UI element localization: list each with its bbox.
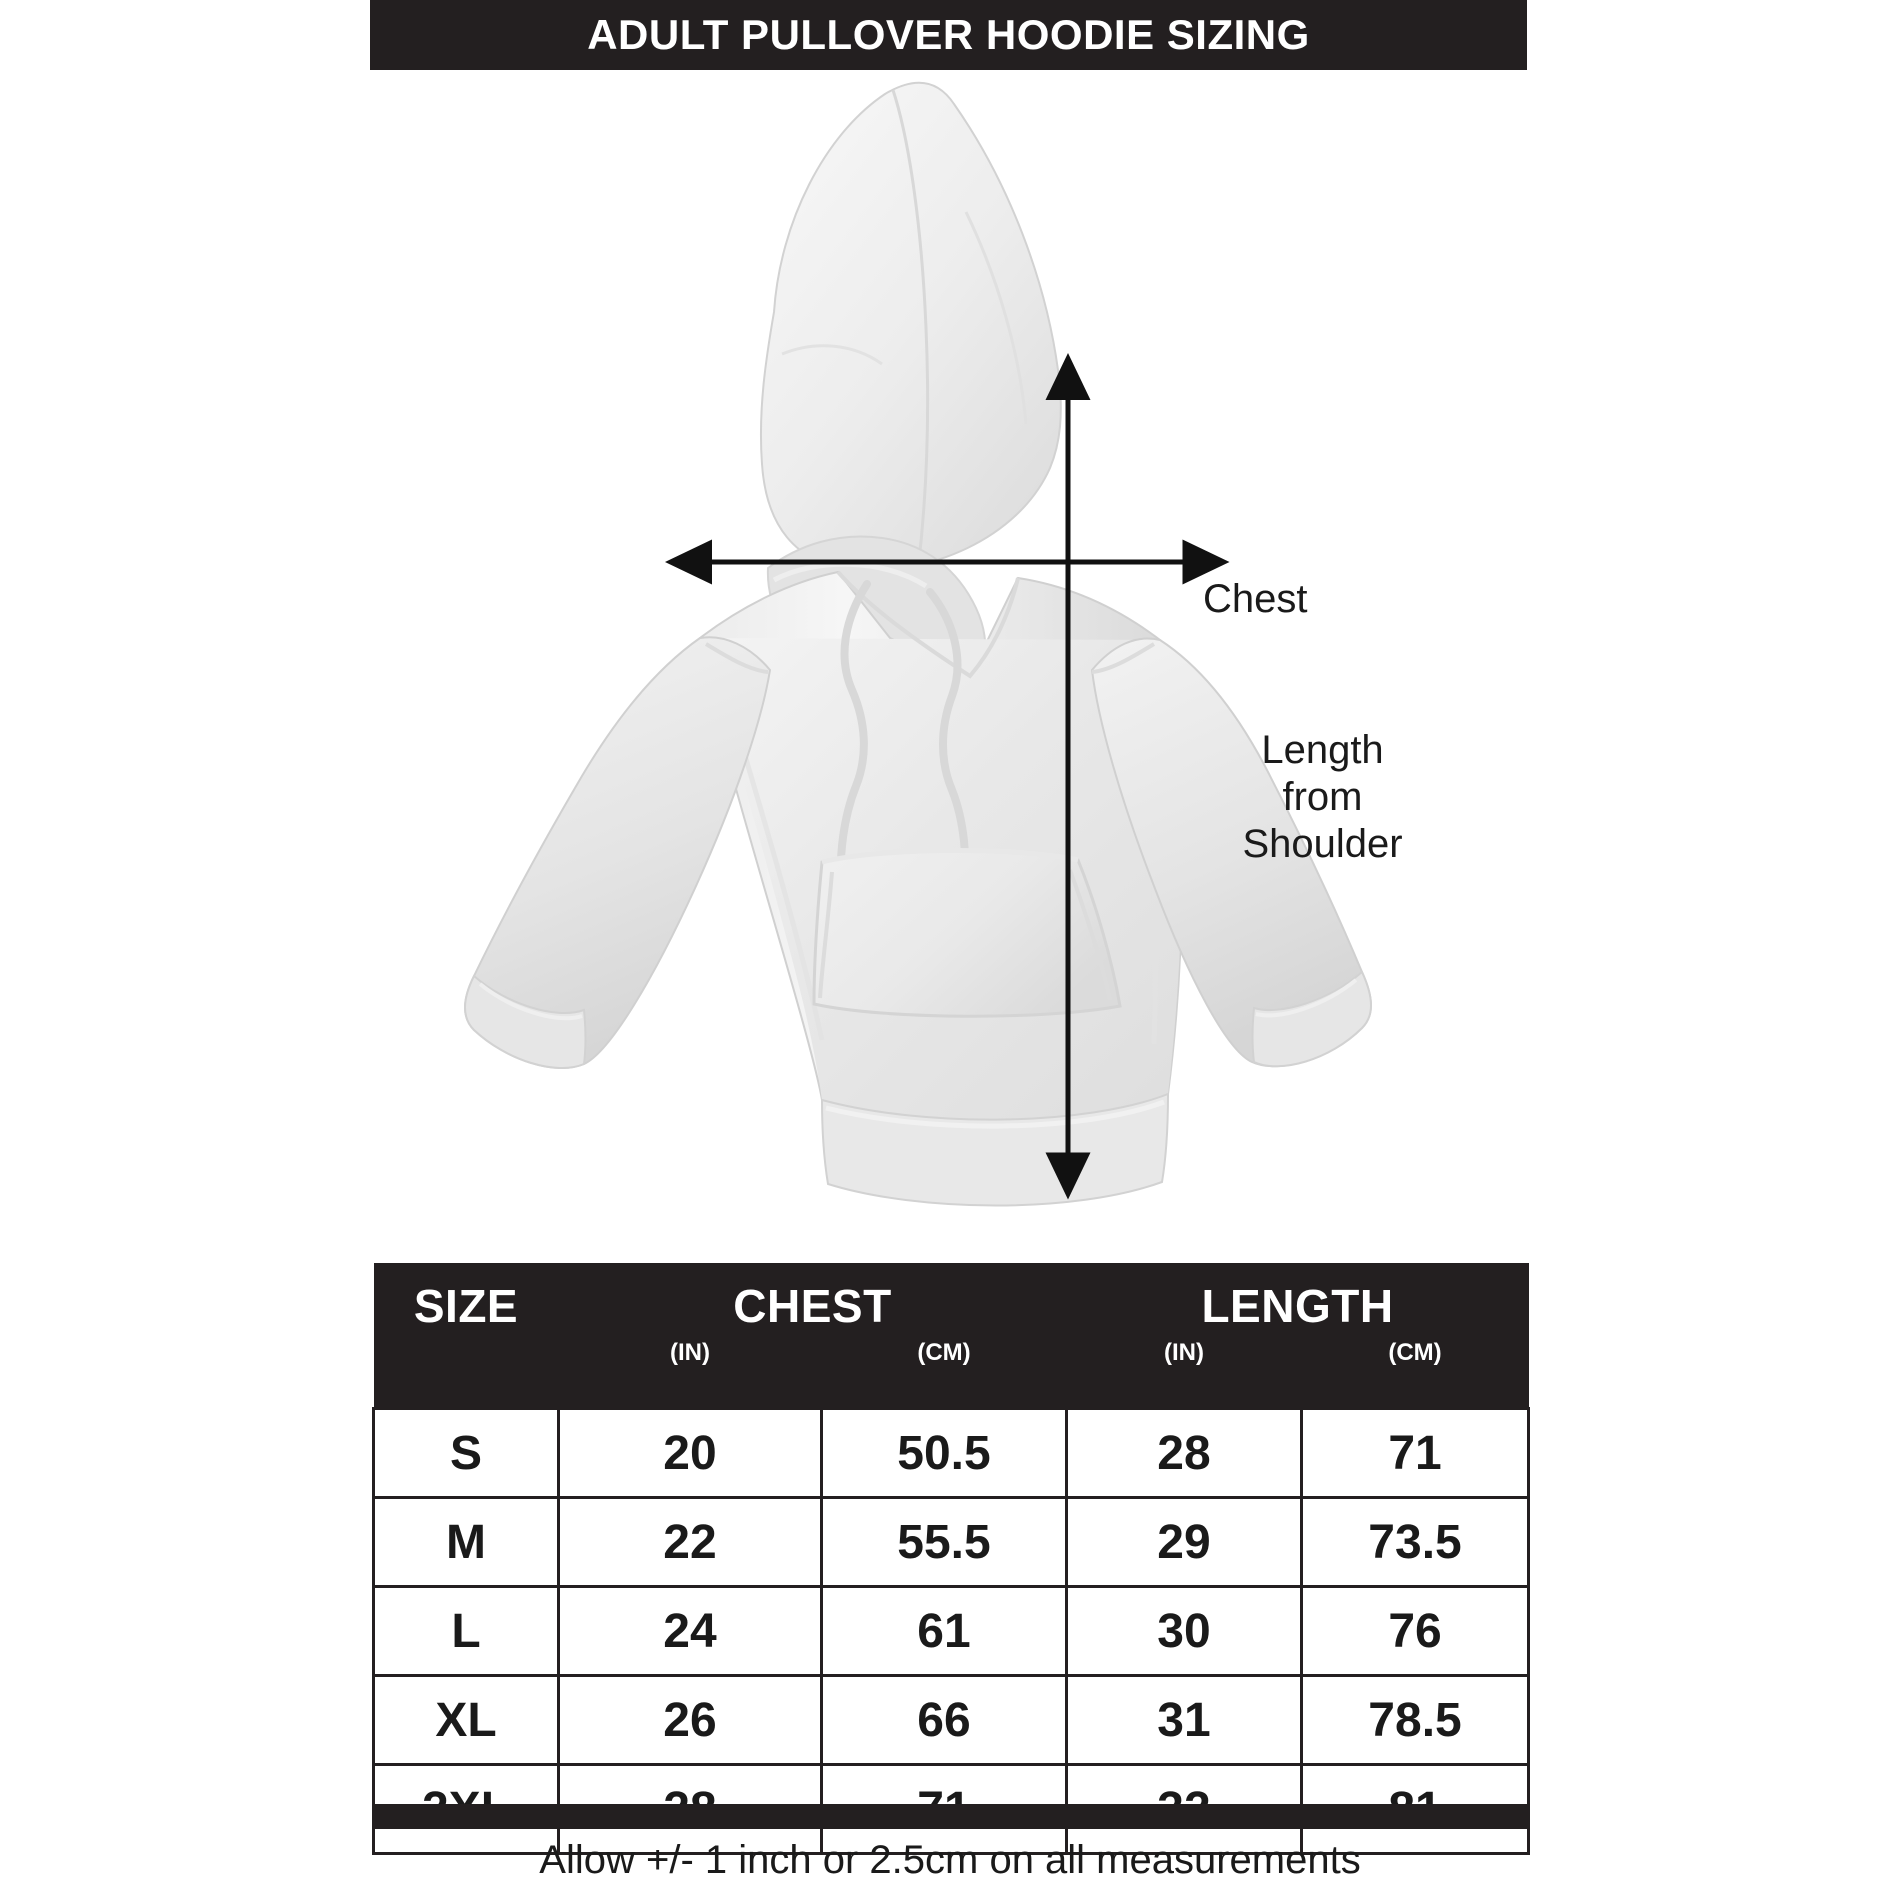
- header-size-units-empty: [374, 1339, 559, 1409]
- measurement-tolerance-note: Allow +/- 1 inch or 2.5cm on all measurements: [539, 1838, 1361, 1882]
- cell-size: S: [374, 1409, 559, 1498]
- kangaroo-pocket: [814, 850, 1120, 1016]
- size-table-container: [372, 1263, 1527, 1855]
- chest-label: Chest: [1203, 577, 1308, 621]
- cell-size: L: [374, 1587, 559, 1676]
- cell-length-cm: 76: [1302, 1587, 1529, 1676]
- cell-chest-in: 26: [559, 1676, 822, 1765]
- table-row: [374, 1587, 1529, 1676]
- cell-length-cm: 78.5: [1302, 1676, 1529, 1765]
- table-row: [374, 1409, 1529, 1498]
- table-bottom-bar: [372, 1804, 1527, 1829]
- cell-chest-cm: 61: [822, 1587, 1067, 1676]
- cell-size: M: [374, 1498, 559, 1587]
- length-label-line-3: Shoulder: [1242, 822, 1403, 866]
- size-table: [372, 1263, 1530, 1855]
- cell-length-in: 28: [1067, 1409, 1302, 1498]
- size-table-body: [374, 1409, 1529, 1854]
- length-label-line-2: from: [1282, 775, 1363, 819]
- table-unit-header-row: [374, 1339, 1529, 1409]
- table-group-header-row: [374, 1263, 1529, 1339]
- cell-size: XL: [374, 1676, 559, 1765]
- cell-length-in: 29: [1067, 1498, 1302, 1587]
- length-label-line-1: Length: [1261, 728, 1384, 772]
- cell-chest-in: 20: [559, 1409, 822, 1498]
- title-banner: [370, 0, 1527, 70]
- cell-chest-cm: 50.5: [822, 1409, 1067, 1498]
- table-row: [374, 1676, 1529, 1765]
- left-sleeve: [465, 637, 770, 1068]
- header-length: LENGTH: [1067, 1263, 1529, 1339]
- cell-chest-cm: 55.5: [822, 1498, 1067, 1587]
- cell-length-in: 30: [1067, 1587, 1302, 1676]
- header-chest: CHEST: [559, 1263, 1067, 1339]
- hood-shape: [761, 83, 1061, 571]
- header-length-cm: (CM): [1302, 1339, 1529, 1409]
- cell-chest-cm: 66: [822, 1676, 1067, 1765]
- page-title: ADULT PULLOVER HOODIE SIZING: [587, 11, 1310, 58]
- cell-chest-in: 22: [559, 1498, 822, 1587]
- header-size: SIZE: [374, 1263, 559, 1339]
- header-length-in: (IN): [1067, 1339, 1302, 1409]
- hoodie-diagram: [370, 72, 1530, 1237]
- header-chest-cm: (CM): [822, 1339, 1067, 1409]
- cell-length-in: 31: [1067, 1676, 1302, 1765]
- cell-chest-in: 24: [559, 1587, 822, 1676]
- cell-length-cm: 71: [1302, 1409, 1529, 1498]
- header-chest-in: (IN): [559, 1339, 822, 1409]
- cell-length-cm: 73.5: [1302, 1498, 1529, 1587]
- table-row: [374, 1498, 1529, 1587]
- hoodie-illustration: [370, 72, 1530, 1237]
